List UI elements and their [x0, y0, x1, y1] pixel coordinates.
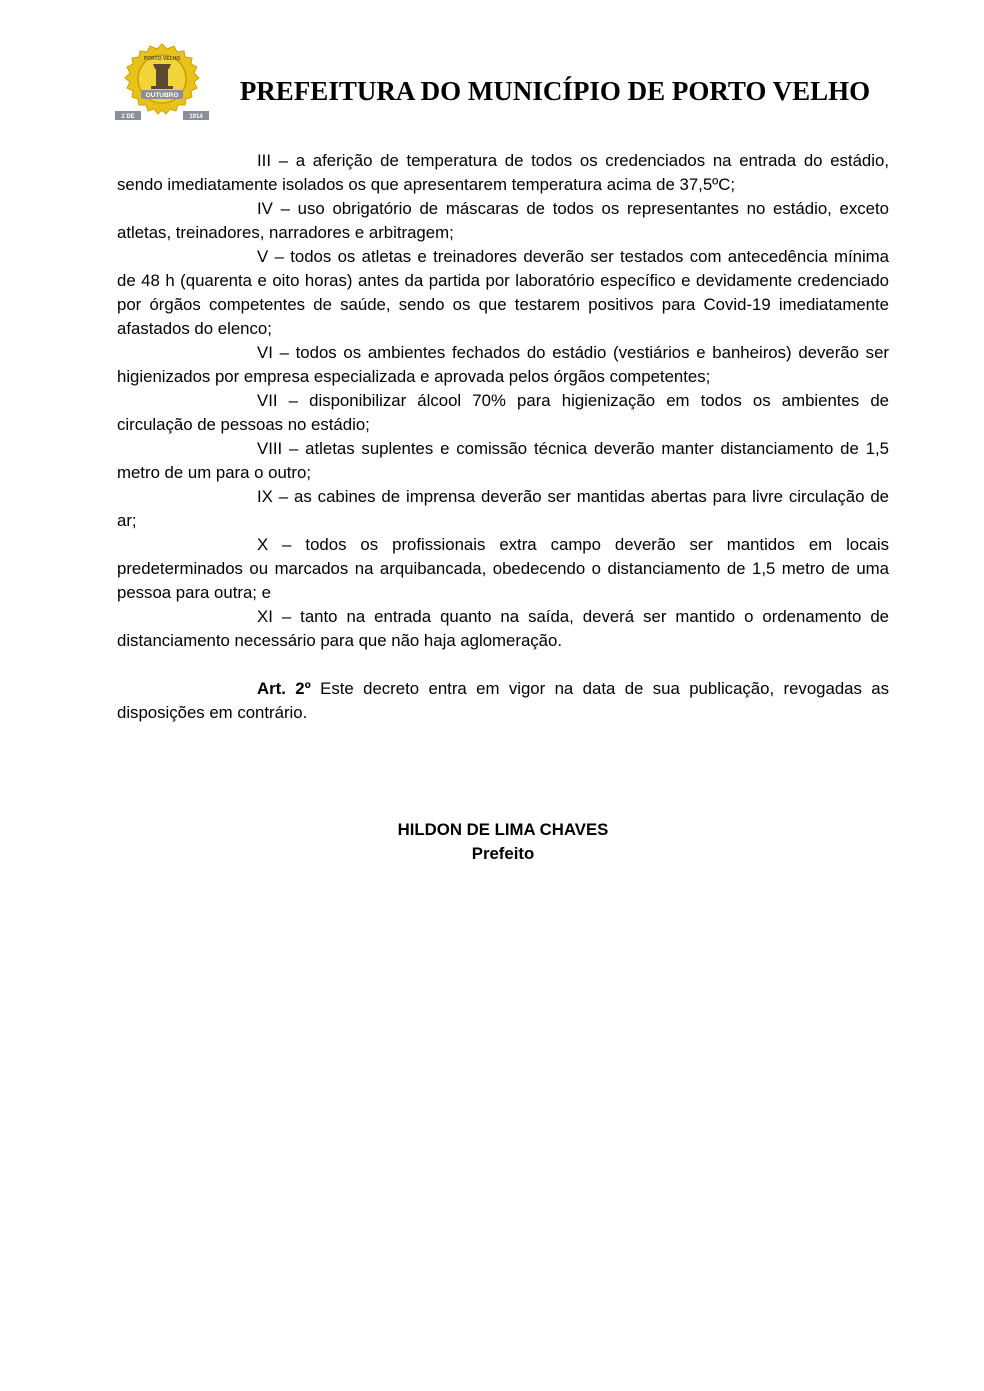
article-2-text: Este decreto entra em vigor na data de sua publicação, revogadas as disposições em contrário.: [117, 679, 889, 722]
item-ix: IX – as cabines de imprensa deverão ser mantidas abertas para livre circulação de ar;: [117, 487, 889, 530]
signatory-role: Prefeito: [471, 844, 535, 863]
signatory-name: HILDON DE LIMA CHAVES: [397, 820, 609, 839]
item-v: V – todos os atletas e treinadores deverão ser testados com antecedência mínima de 48 h (quarenta e oito horas) antes da partida por laboratório específico e devidamente credenciado por órgãos competentes de saúde, sendo os que testarem positivos para Covid-19 imediatamente afastados do elenco;: [117, 247, 889, 338]
item-viii: VIII – atletas suplentes e comissão técnica deverão manter distanciamento de 1,5 metro de um para o outro;: [117, 439, 889, 482]
seal-day-text: 2 DE: [121, 114, 135, 120]
signature-block: [117, 818, 889, 866]
seal-year-text: 1914: [189, 114, 203, 120]
item-iii: III – a aferição de temperatura de todos os credenciados na entrada do estádio, sendo imediatamente isolados os que apresentarem temperatura acima de 37,5ºC;: [117, 151, 889, 194]
seal-name-text: PORTO VELHO: [143, 56, 181, 62]
document-header: [115, 42, 895, 128]
item-iv: IV – uso obrigatório de máscaras de todos os representantes no estádio, exceto atletas, treinadores, narradores e arbitragem;: [117, 199, 889, 242]
seal-ribbon-text: OUTUBRO: [145, 92, 179, 99]
item-xi: XI – tanto na entrada quanto na saída, deverá ser mantido o ordenamento de distanciamento necessário para que não haja aglomeração.: [117, 607, 889, 650]
header-title: PREFEITURA DO MUNICÍPIO DE PORTO VELHO: [239, 76, 871, 106]
item-vi: VI – todos os ambientes fechados do estádio (vestiários e banheiros) deverão ser higienizados por empresa especializada e aprovada pelos órgãos competentes;: [117, 343, 889, 386]
article-2: [117, 677, 889, 725]
item-x: X – todos os profissionais extra campo deverão ser mantidos em locais predeterminados ou marcados na arquibancada, obedecendo o distanciamento de 1,5 metro de uma pessoa para outra; e: [117, 535, 889, 602]
article-2-label: Art. 2º: [257, 679, 311, 698]
decree-body: [117, 149, 889, 725]
municipal-seal: [115, 42, 209, 128]
item-vii: VII – disponibilizar álcool 70% para higienização em todos os ambientes de circulação de pessoas no estádio;: [117, 391, 889, 434]
